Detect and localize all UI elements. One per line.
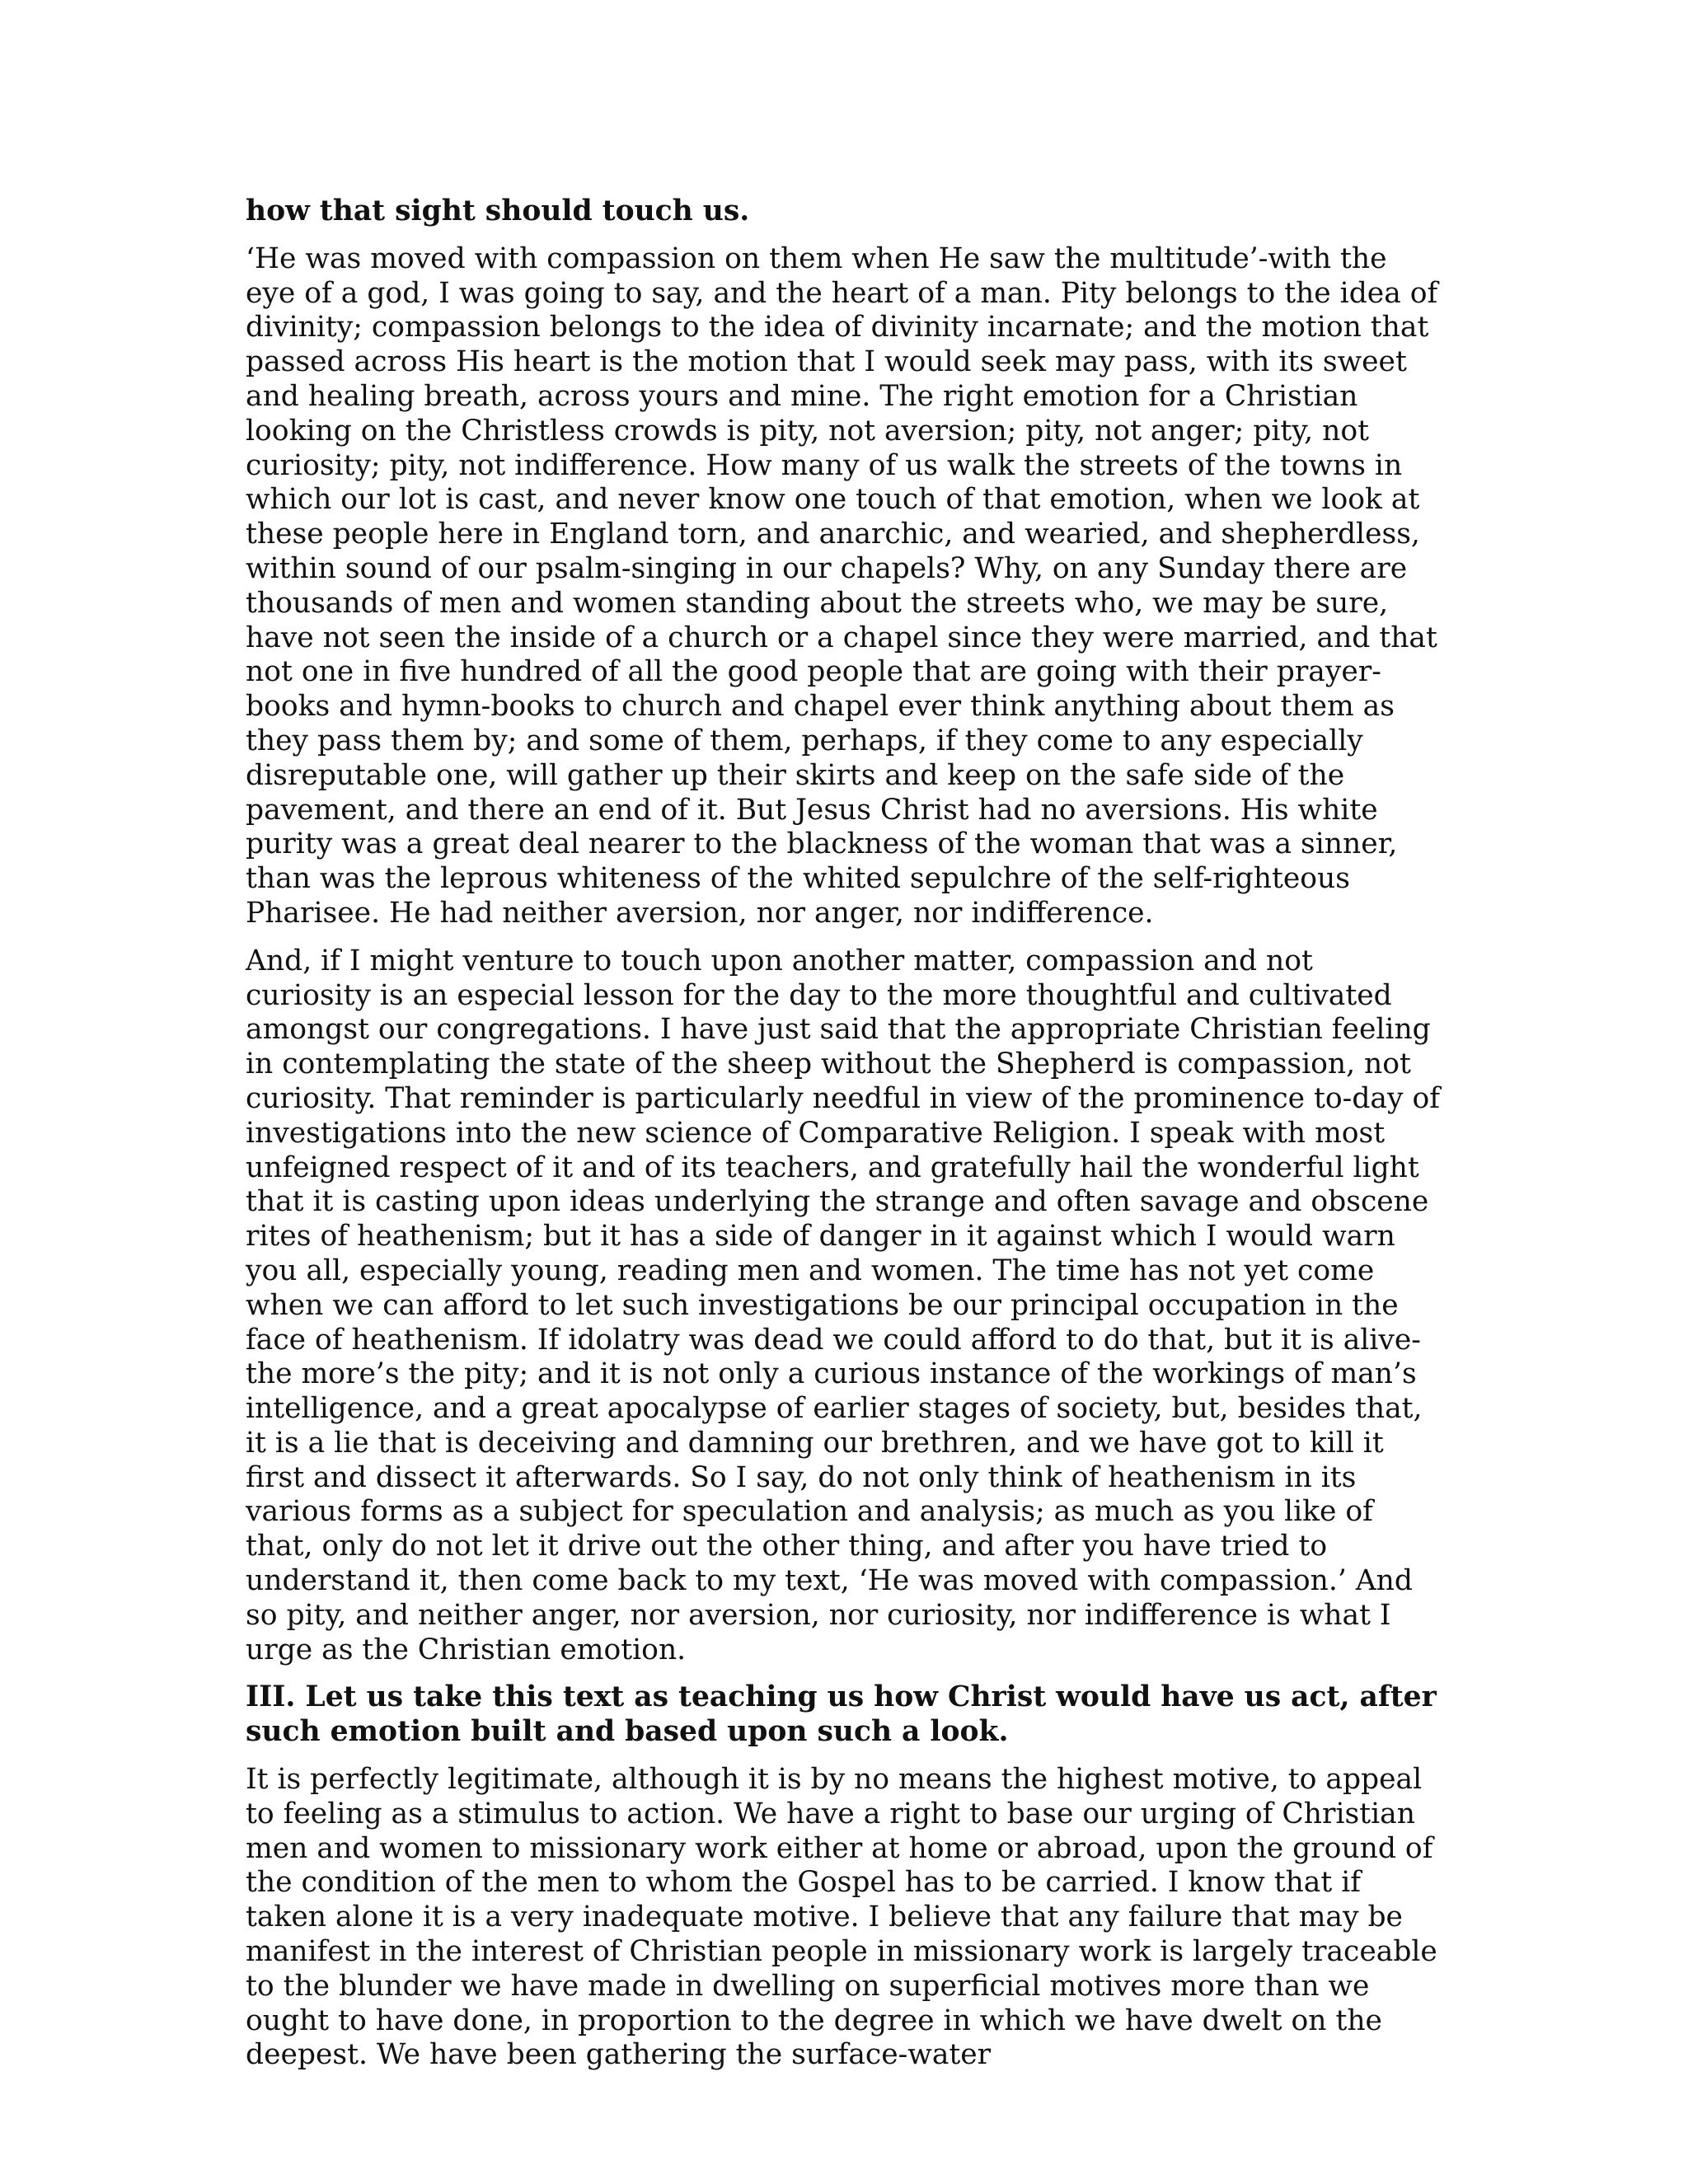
spacer: [246, 931, 1441, 944]
section-heading: III. Let us take this text as teaching us how Christ would have us act, after such emotion built and based upon such a look.: [246, 1680, 1437, 1749]
body-paragraph: ‘He was moved with compassion on them when He saw the multitude’-with the eye of a god, I was going to say, and the heart of a man. Pity belongs to the idea of divinity; compassion belongs to the idea of divinity incarnate; and the motion that passed across His heart is the motion that I would seek may pass, with its sweet and healing breath, across yours and mine. The right emotion for a Christian looking on the Christless crowds is pity, not aversion; pity, not anger; pity, not curiosity; pity, not indifference. How many of us walk the streets of the towns in which our lot is cast, and never know one touch of that emotion, when we look at these people here in England torn, and anarchic, and wearied, and shepherdless, within sound of our psalm-singing in our chapels? Why, on any Sunday there are thousands of men and women standing about the streets who, we may be sure, have not seen the inside of a church or a chapel since they were married, and that not one in five hundred of all the good people that are going with their prayer-books and hymn-books to church and chapel ever think anything about them as they pass them by; and some of them, perhaps, if they come to any especially disreputable one, will gather up their skirts and keep on the safe side of the pavement, and there an end of it. But Jesus Christ had no aversions. His white purity was a great deal nearer to the blackness of the woman that was a sinner, than was the leprous whiteness of the whited sepulchre of the self-righteous Pharisee. He had neither aversion, nor anger, nor indifference.: [246, 241, 1438, 930]
spacer: [246, 1750, 1441, 1763]
body-paragraph: It is perfectly legitimate, although it is by no means the highest motive, to appeal to feeling as a stimulus to action. We have a right to base our urging of Christian men and women to missionary work either at home or abroad, upon the ground of the condition of the men to whom the Gospel has to be carried. I know that if taken alone it is a very inadequate motive. I believe that any failure that may be manifest in the interest of Christian people in missionary work is largely traceable to the blunder we have made in dwelling on superficial motives more than we ought to have done, in proportion to the degree in which we have dwelt on the deepest. We have been gathering the surface-water: [246, 1763, 1437, 2072]
body-paragraph: And, if I might venture to touch upon another matter, compassion and not curiosity is an especial lesson for the day to the more thoughtful and cultivated amongst our congregations. I have just said that the appropriate Christian feeling in contemplating the state of the sheep without the Shepherd is compassion, not curiosity. That reminder is particularly needful in view of the prominence to-day of investigations into the new science of Comparative Religion. I speak with most unfeigned respect of it and of its teachers, and gratefully hail the wonderful light that it is casting upon ideas underlying the strange and often savage and obscene rites of heathenism; but it has a side of danger in it against which I would warn you all, especially young, reading men and women. The time has not yet come when we can afford to let such investigations be our principal occupation in the face of heathenism. If idolatry was dead we could afford to do that, but it is alive-the more’s the pity; and it is not only a curious instance of the workings of man’s intelligence, and a great apocalypse of earlier stages of society, but, besides that, it is a lie that is deceiving and damning our brethren, and we have got to kill it first and dissect it afterwards. So I say, do not only think of heathenism in its various forms as a subject for speculation and analysis; as much as you like of that, only do not let it drive out the other thing, and after you have tried to understand it, then come back to my text, ‘He was moved with compassion.’ And so pity, and neither anger, nor aversion, nor curiosity, nor indifference is what I urge as the Christian emotion.: [246, 944, 1440, 1666]
section-heading: how that sight should touch us.: [246, 194, 750, 227]
spacer: [246, 229, 1441, 242]
spacer: [246, 1667, 1441, 1680]
document-page: [246, 194, 1441, 2073]
